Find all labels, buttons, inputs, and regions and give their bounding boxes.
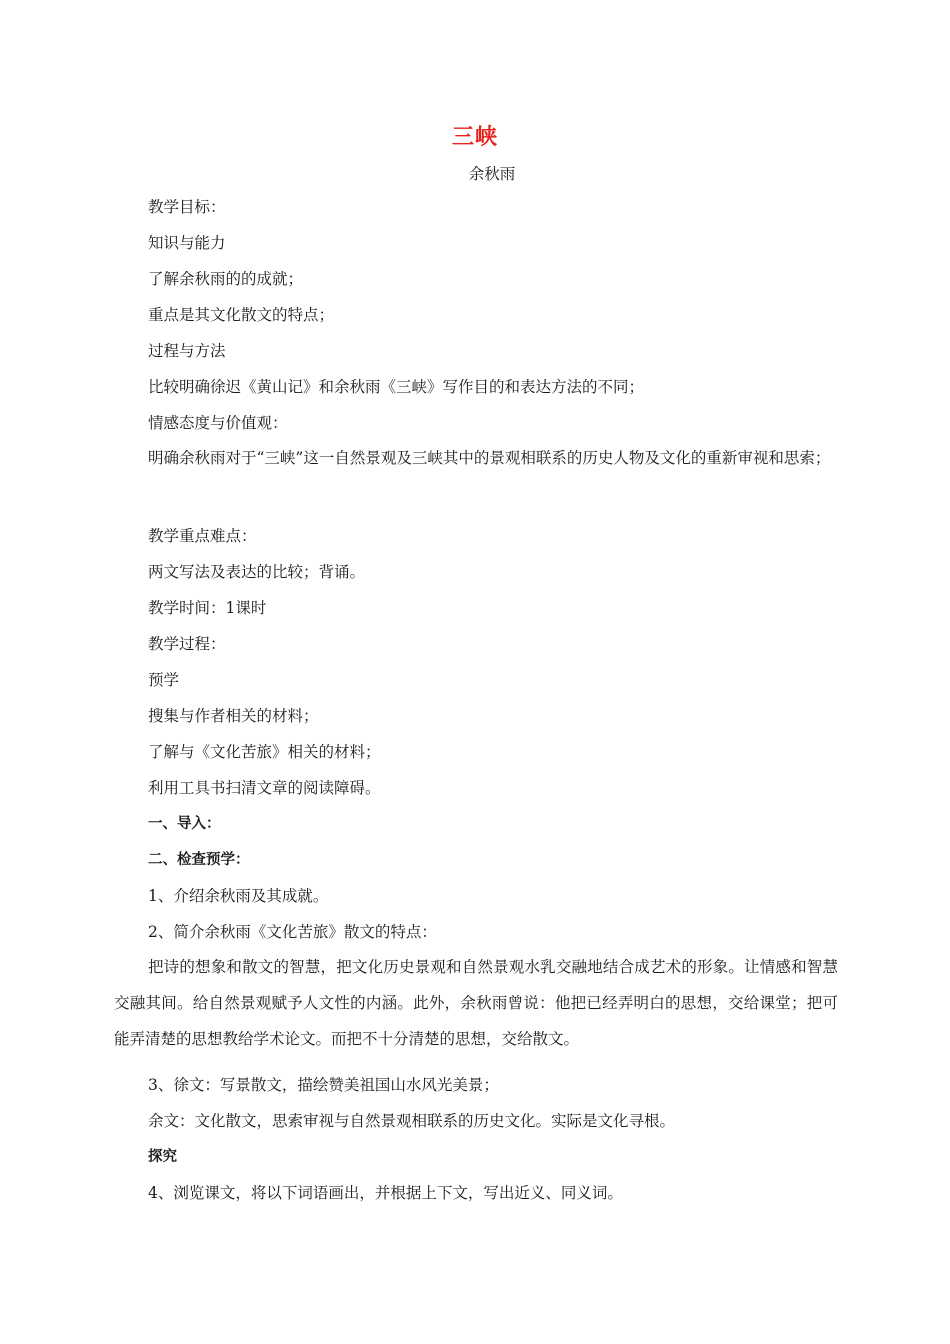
goal-line: 比较明确徐迟《黄山记》和余秋雨《三峡》写作目的和表达方法的不同； [148, 378, 645, 396]
teaching-process-heading: 教学过程： [148, 635, 226, 653]
goal-line: 了解余秋雨的的成就； [148, 270, 304, 288]
numbered-item: 2、简介余秋雨《文化苦旅》散文的特点： [148, 923, 437, 941]
numbered-item: 4、浏览课文，将以下词语画出，并根据上下文，写出近义、同义词。 [148, 1184, 623, 1202]
document-title: 三峡 [451, 125, 498, 150]
values-paragraph: 明确余秋雨对于“三峡”这一自然景观及三峡其中的景观相联系的历史人物及文化的重新审视和思索； [148, 449, 831, 467]
key-points-line: 两文写法及表达的比较；背诵。 [148, 563, 366, 581]
numbered-item: 3、徐文：写景散文，描绘赞美祖国山水风光美景； [148, 1076, 499, 1094]
knowledge-ability-heading: 知识与能力 [148, 234, 226, 252]
preview-line: 利用工具书扫清文章的阅读障碍。 [148, 779, 381, 797]
teaching-goals-heading: 教学目标： [148, 198, 226, 216]
section-heading-explore: 探究 [148, 1149, 177, 1165]
goal-line: 重点是其文化散文的特点； [148, 306, 335, 324]
process-method-heading: 过程与方法 [148, 342, 226, 360]
emotion-values-heading: 情感态度与价值观： [148, 414, 288, 432]
preview-heading: 预学 [148, 671, 180, 689]
section-heading-intro: 一、导入： [148, 816, 221, 832]
key-difficult-points-heading: 教学重点难点： [148, 527, 257, 545]
essay-features-paragraph: 把诗的想象和散文的智慧，把文化历史景观和自然景观水乳交融地结合成艺术的形象。让情感和智慧交融其间。给自然景观赋予人文性的内涵。此外，余秋雨曾说：他把已经弄明白的思想，交给课堂；把可能弄清楚的思想教给学术论文。而把不十分清楚的思想，交给散文。 [114, 958, 838, 1048]
comparison-line: 余文：文化散文，思索审视与自然景观相联系的历史文化。实际是文化寻根。 [148, 1112, 676, 1130]
preview-line: 搜集与作者相关的材料； [148, 707, 319, 725]
section-heading-check-preview: 二、检查预学： [148, 852, 250, 868]
numbered-item: 1、介绍余秋雨及其成就。 [148, 887, 329, 905]
preview-line: 了解与《文化苦旅》相关的材料； [148, 743, 381, 761]
document-author: 余秋雨 [468, 165, 516, 183]
teaching-time-line: 教学时间：1课时 [148, 599, 267, 617]
